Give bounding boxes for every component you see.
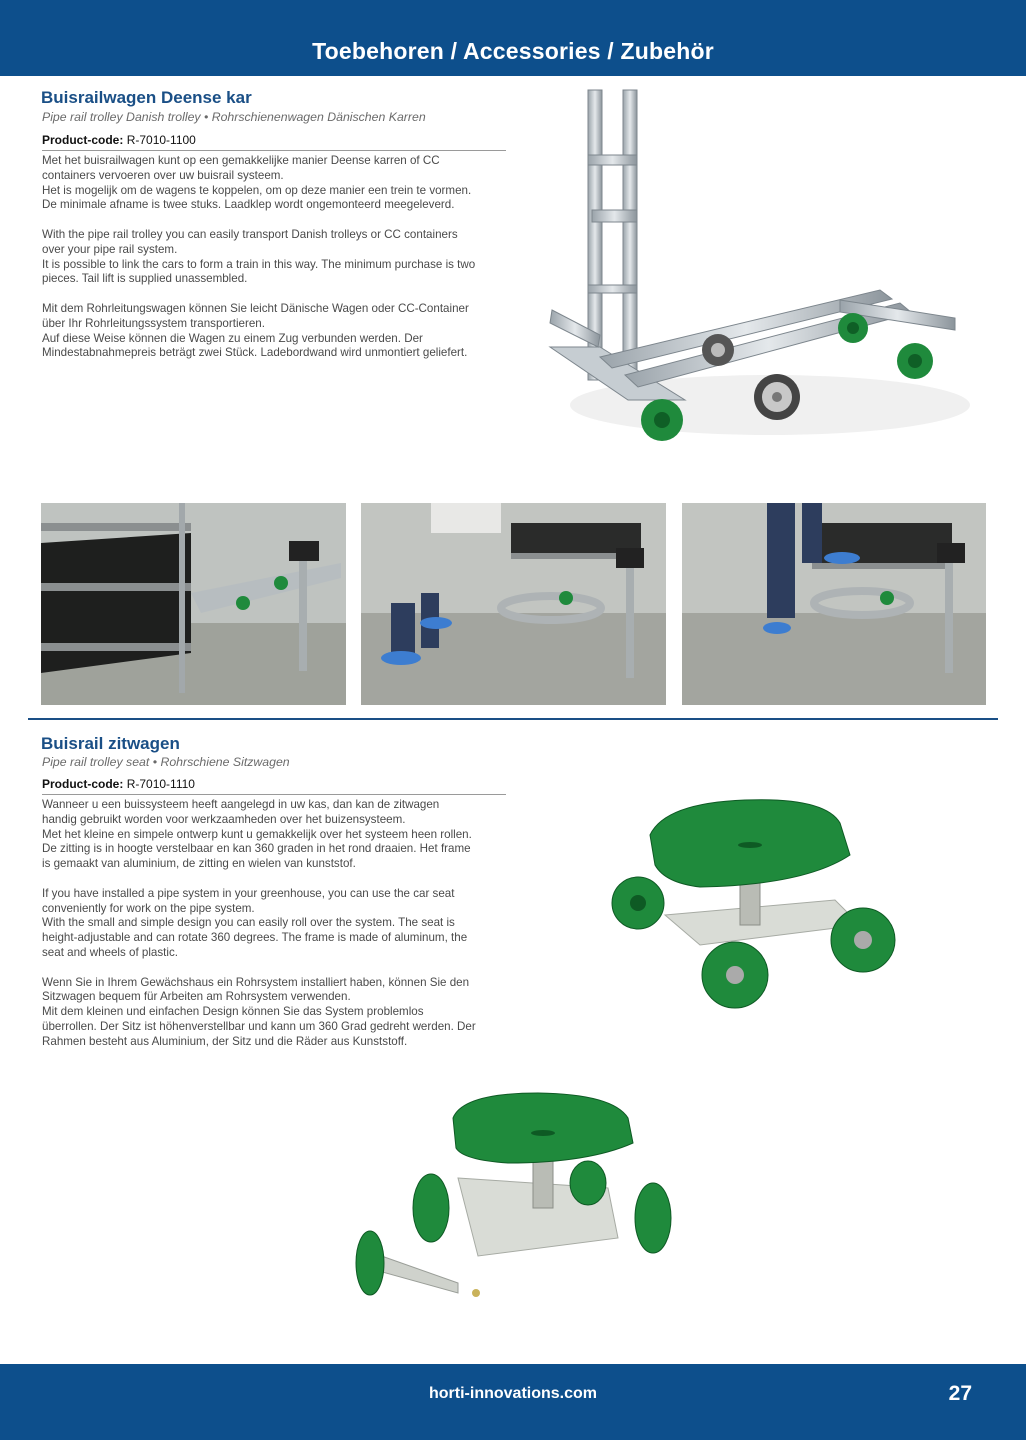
text-line: Mit dem Rohrleitungswagen können Sie leicht Dänische Wagen oder CC-Container	[42, 301, 469, 315]
product2-code-label: Product-code:	[42, 777, 124, 791]
text-line: If you have installed a pipe system in your greenhouse, you can use the car seat	[42, 886, 455, 900]
product1-subtitle: Pipe rail trolley Danish trolley • Rohrschienenwagen Dänischen Karren	[42, 110, 426, 124]
text-line: Auf diese Weise können die Wagen zu einem Zug verbunden werden. Der	[42, 331, 423, 345]
section-divider	[28, 718, 998, 720]
text-line: It is possible to link the cars to form a train in this way. The minimum purchase is two	[42, 257, 476, 271]
product2-code-row	[42, 777, 506, 795]
text-line: handig gebruikt worden voor werkzaamheden over het buizensysteem.	[42, 812, 406, 826]
product1-description	[42, 154, 510, 376]
product1-text-en	[42, 228, 510, 287]
photo-trolley-on-rail	[41, 503, 346, 705]
text-line: Het is mogelijk om de wagens te koppelen, om op deze manier een trein te vormen.	[42, 183, 472, 197]
photo-worker-on-platform	[682, 503, 986, 705]
text-line: Met het buisrailwagen kunt op een gemakkelijke manier Deense karren of CC	[42, 154, 440, 167]
text-line: is gemaakt van aluminium, de zitting en wielen van kunststof.	[42, 857, 356, 871]
text-line: Rahmen besteht aus Aluminium, der Sitz und die Räder aus Kunststoff.	[42, 1034, 408, 1048]
text-line: With the small and simple design you can easily roll over the system. The seat is	[42, 916, 455, 930]
product2-description	[42, 798, 510, 1064]
text-line: conveniently for work on the pipe system.	[42, 901, 255, 915]
product2-subtitle: Pipe rail trolley seat • Rohrschiene Sitzwagen	[42, 755, 290, 769]
trolley-seat-image	[605, 795, 905, 1010]
text-line: Met het kleine en simpele ontwerp kunt u gemakkelijk over het systeem heen rollen.	[42, 827, 472, 841]
text-line: über Ihr Rohrleitungssystem transportieren.	[42, 316, 265, 330]
text-line: überrollen. Der Sitz ist höhenverstellbar und kann um 360 Grad gedreht werden. Der	[42, 1019, 476, 1033]
product2-code-value: R-7010-1110	[126, 777, 195, 791]
text-line: With the pipe rail trolley you can easily transport Danish trolleys or CC containers	[42, 227, 458, 241]
product1-text-nl	[42, 154, 510, 213]
text-line: Wenn Sie in Ihrem Gewächshaus ein Rohrsystem installiert haben, können Sie den	[42, 975, 470, 989]
pipe-rail-trolley-image	[540, 85, 970, 450]
text-line: Mit dem kleinen und einfachen Design können Sie das System problemlos	[42, 1005, 424, 1019]
product1-title: Buisrailwagen Deense kar	[41, 88, 252, 107]
photo-worker-loading	[361, 503, 666, 705]
footer-website: horti-innovations.com	[429, 1385, 597, 1402]
product1-code-label: Product-code:	[42, 133, 124, 147]
text-line: pieces. Tail lift is supplied unassembled.	[42, 272, 248, 286]
product1-text-de	[42, 302, 510, 361]
trolley-seat-exploded-image	[348, 1088, 683, 1308]
text-line: Wanneer u een buissysteem heeft aangelegd in uw kas, dan kan de zitwagen	[42, 798, 440, 811]
text-line: Mindestabnahmepreis beträgt zwei Stück. Ladebordwand wird unmontiert geliefert.	[42, 346, 468, 360]
product1-code-value: R-7010-1100	[126, 133, 196, 147]
text-line: Sitzwagen bequem für Arbeiten am Rohrsystem verwenden.	[42, 990, 351, 1004]
page-number: 27	[948, 1382, 972, 1405]
text-line: containers vervoeren over uw buisrail systeem.	[42, 168, 284, 182]
product1-code-row	[42, 133, 506, 151]
product2-text-nl	[42, 798, 510, 872]
product2-text-en	[42, 887, 510, 961]
product2-title: Buisrail zitwagen	[41, 734, 180, 753]
text-line: De zitting is in hoogte verstelbaar en kan 360 graden in het rond draaien. Het frame	[42, 842, 471, 856]
text-line: De minimale afname is twee stuks. Laadklep wordt ongemonteerd meegeleverd.	[42, 198, 455, 212]
product2-text-de	[42, 976, 510, 1050]
page-header-title: Toebehoren / Accessories / Zubehör	[312, 38, 714, 64]
text-line: seat and wheels of plastic.	[42, 945, 178, 959]
text-line: height-adjustable and can rotate 360 degrees. The frame is made of aluminum, the	[42, 931, 468, 945]
text-line: over your pipe rail system.	[42, 242, 178, 256]
